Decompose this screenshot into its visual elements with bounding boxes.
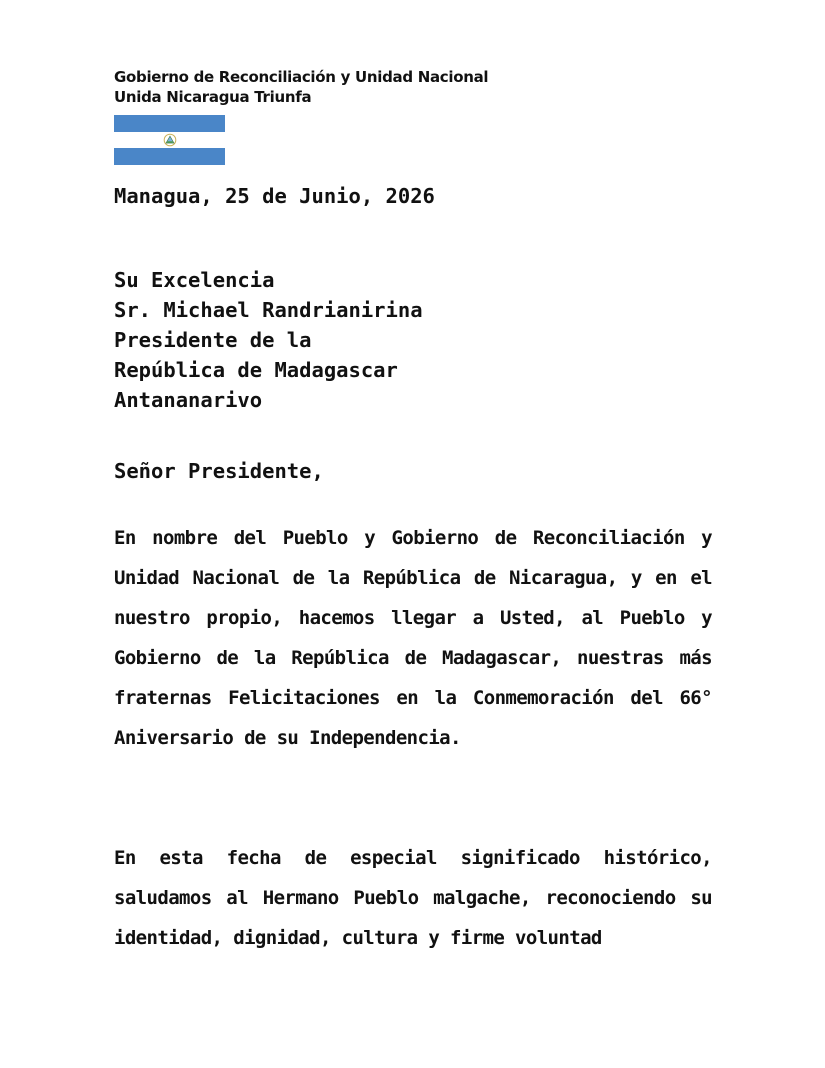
body-paragraph: En nombre del Pueblo y Gobierno de Reconciliación y Unidad Nacional de la República de Nicaragua, y en el nuestro propio, hacemos llegar a Usted, al Pueblo y Gobierno de la República de Madagascar, nuestras más fraternas Felicitaciones en la Conmemoración del 66° Aniversario de su Independencia. (114, 527, 712, 749)
letterhead-government-name: Gobierno de Reconciliación y Unidad Nacional (114, 68, 489, 86)
flag-bottom-stripe (114, 148, 225, 165)
recipient-line: República de Madagascar (114, 358, 398, 382)
recipient-line: Presidente de la (114, 328, 312, 352)
coat-of-arms-icon (163, 133, 177, 146)
flag-middle-stripe (114, 132, 225, 149)
salutation: Señor Presidente, (114, 459, 324, 483)
letterhead-slogan: Unida Nicaragua Triunfa (114, 88, 312, 106)
recipient-block (114, 265, 423, 415)
recipient-line: Sr. Michael Randrianirina (114, 298, 423, 322)
letter-date: Managua, 25 de Junio, 2026 (114, 184, 435, 208)
recipient-line: Su Excelencia (114, 268, 275, 292)
letterhead (114, 67, 488, 107)
recipient-line: Antananarivo (114, 388, 263, 412)
nicaragua-flag (114, 115, 225, 165)
body-paragraph: En esta fecha de especial significado histórico, saludamos al Hermano Pueblo malgache, reconociendo su identidad, dignidad, cultura y firme voluntad (114, 847, 712, 949)
flag-top-stripe (114, 115, 225, 132)
